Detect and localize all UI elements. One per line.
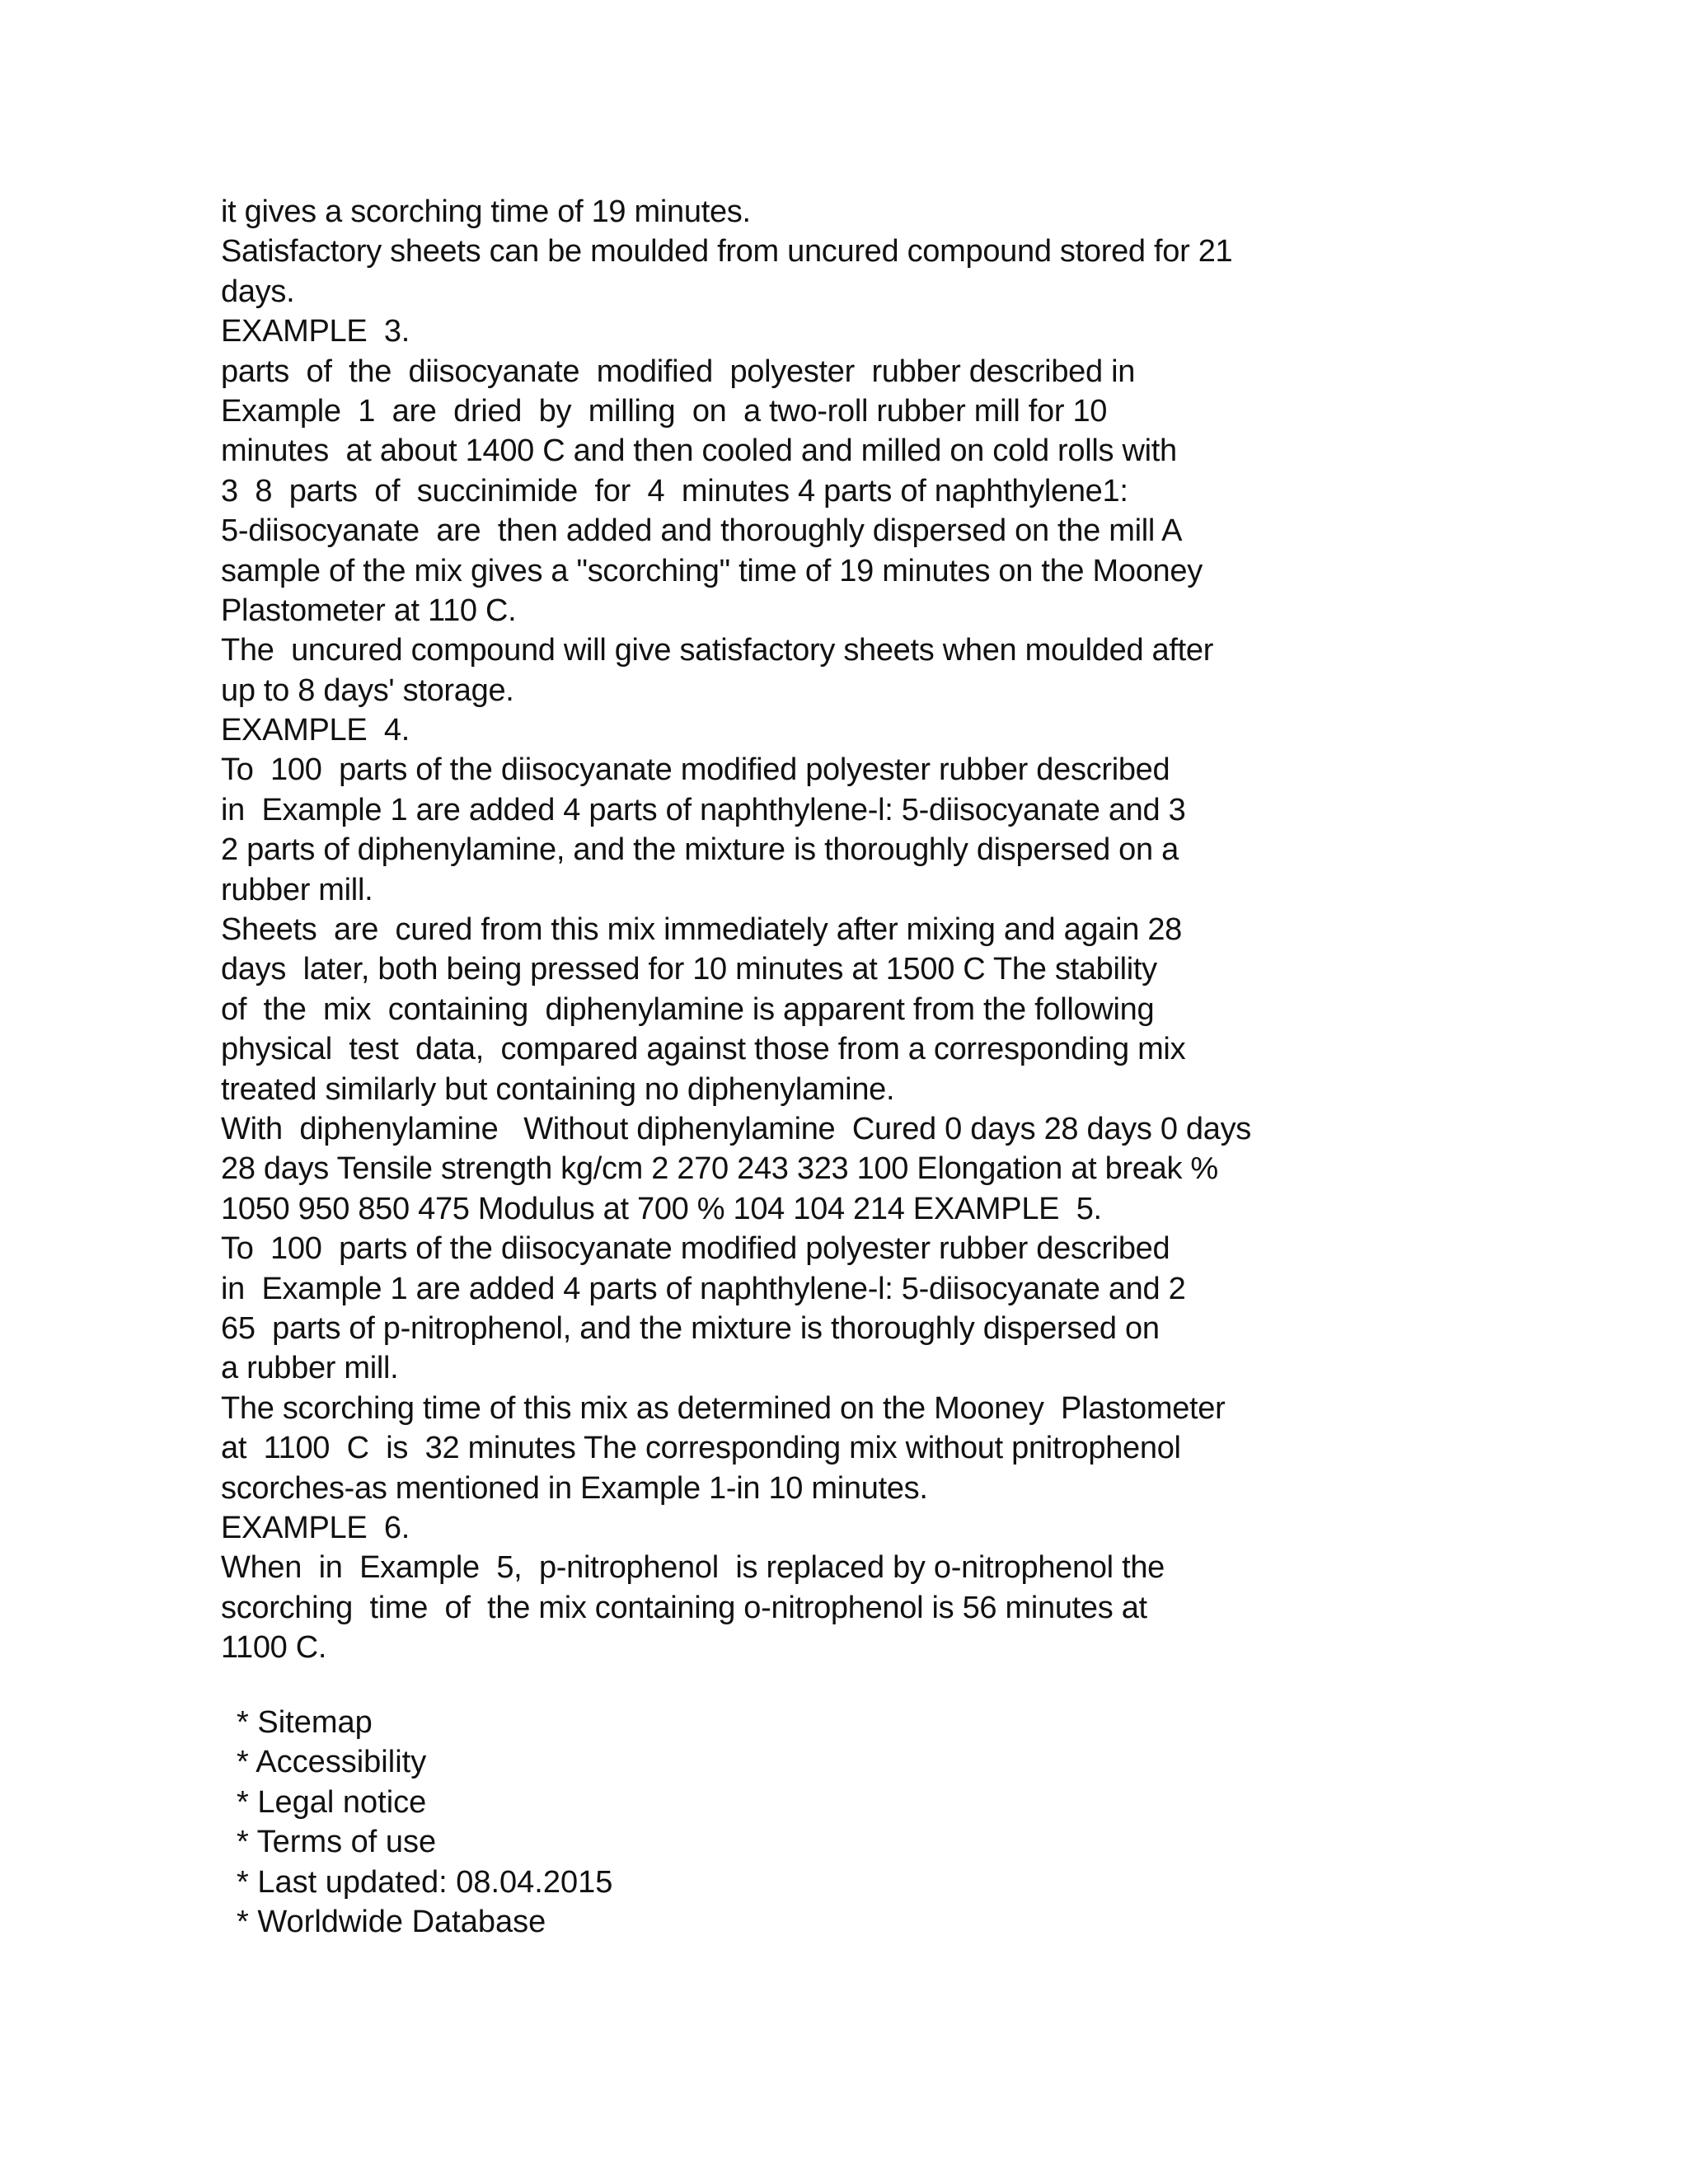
footer-link-worldwide-database-text[interactable]: * Worldwide Database [237, 1904, 546, 1939]
footer-link-sitemap-text[interactable]: * Sitemap [237, 1705, 373, 1740]
text-line: 1100 C. [221, 1630, 327, 1666]
example-heading: EXAMPLE 4. [221, 713, 410, 748]
example-heading: EXAMPLE 6. [221, 1510, 410, 1545]
footer-links [237, 1703, 612, 1942]
text-line: minutes at about 1400 C and then cooled and milled on cold rolls with [221, 434, 1177, 469]
text-line: The uncured compound will give satisfactory sheets when moulded after [221, 633, 1214, 668]
text-line: treated similarly but containing no diphenylamine. [221, 1071, 895, 1107]
text-line: Sheets are cured from this mix immediately after mixing and again 28 [221, 912, 1182, 948]
text-line: Satisfactory sheets can be moulded from uncured compound stored for 21 [221, 234, 1233, 269]
text-line: To 100 parts of the diisocyanate modified polyester rubber described [221, 752, 1170, 788]
footer-link-accessibility[interactable] [237, 1742, 612, 1782]
text-line: 5-diisocyanate are then added and thoroughly dispersed on the mill A [221, 513, 1183, 549]
footer-link-terms-of-use[interactable] [237, 1822, 612, 1862]
text-line: scorching time of the mix containing o-nitrophenol is 56 minutes at [221, 1590, 1147, 1625]
text-line: 2 parts of diphenylamine, and the mixture is thoroughly dispersed on a [221, 832, 1179, 868]
text-line: at 1100 C is 32 minutes The corresponding mix without pnitrophenol [221, 1431, 1181, 1466]
text-line: sample of the mix gives a "scorching" time of 19 minutes on the Mooney [221, 553, 1203, 588]
footer-link-worldwide-database[interactable] [237, 1902, 612, 1942]
text-line: Plastometer at 110 C. [221, 593, 517, 628]
text-line: scorches-as mentioned in Example 1-in 10 minutes. [221, 1470, 928, 1506]
text-line: 65 parts of p-nitrophenol, and the mixture is thoroughly dispersed on [221, 1310, 1160, 1346]
text-line: physical test data, compared against those from a corresponding mix [221, 1032, 1186, 1067]
footer-link-accessibility-text[interactable]: * Accessibility [237, 1745, 427, 1780]
footer-link-sitemap[interactable] [237, 1703, 612, 1742]
text-line: of the mix containing diphenylamine is apparent from the following [221, 991, 1155, 1027]
text-line: it gives a scorching time of 19 minutes. [221, 194, 751, 229]
test-data-line: With diphenylamine Without diphenylamine Cured 0 days 28 days 0 days [221, 1111, 1251, 1146]
text-line: When in Example 5, p-nitrophenol is replaced by o-nitrophenol the [221, 1550, 1165, 1586]
footer-last-updated [237, 1863, 612, 1902]
text-line: Example 1 are dried by milling on a two-roll rubber mill for 10 [221, 393, 1108, 429]
example-heading: EXAMPLE 3. [221, 314, 410, 349]
text-line: days. [221, 274, 295, 309]
document-body [221, 192, 1573, 1667]
text-line: days later, both being pressed for 10 minutes at 1500 C The stability [221, 952, 1157, 987]
footer-link-legal-notice-text[interactable]: * Legal notice [237, 1784, 427, 1820]
text-line: up to 8 days' storage. [221, 673, 514, 708]
text-line: rubber mill. [221, 872, 373, 907]
text-line: a rubber mill. [221, 1351, 399, 1386]
text-line: in Example 1 are added 4 parts of naphthylene-l: 5-diisocyanate and 3 [221, 792, 1186, 827]
footer-link-terms-of-use-text[interactable]: * Terms of use [237, 1825, 437, 1860]
footer-last-updated-text: * Last updated: 08.04.2015 [237, 1864, 613, 1900]
footer-link-legal-notice[interactable] [237, 1783, 612, 1822]
text-line: parts of the diisocyanate modified polyester rubber described in [221, 354, 1136, 389]
text-line: To 100 parts of the diisocyanate modified polyester rubber described [221, 1231, 1170, 1267]
test-data-line: 1050 950 850 475 Modulus at 700 % 104 104 214 EXAMPLE 5. [221, 1191, 1102, 1226]
text-line: 3 8 parts of succinimide for 4 minutes 4 parts of naphthylene1: [221, 473, 1128, 509]
text-line: in Example 1 are added 4 parts of naphthylene-l: 5-diisocyanate and 2 [221, 1271, 1186, 1306]
test-data-line: 28 days Tensile strength kg/cm 2 270 243 323 100 Elongation at break % [221, 1151, 1218, 1187]
text-line: The scorching time of this mix as determined on the Mooney Plastometer [221, 1390, 1226, 1426]
